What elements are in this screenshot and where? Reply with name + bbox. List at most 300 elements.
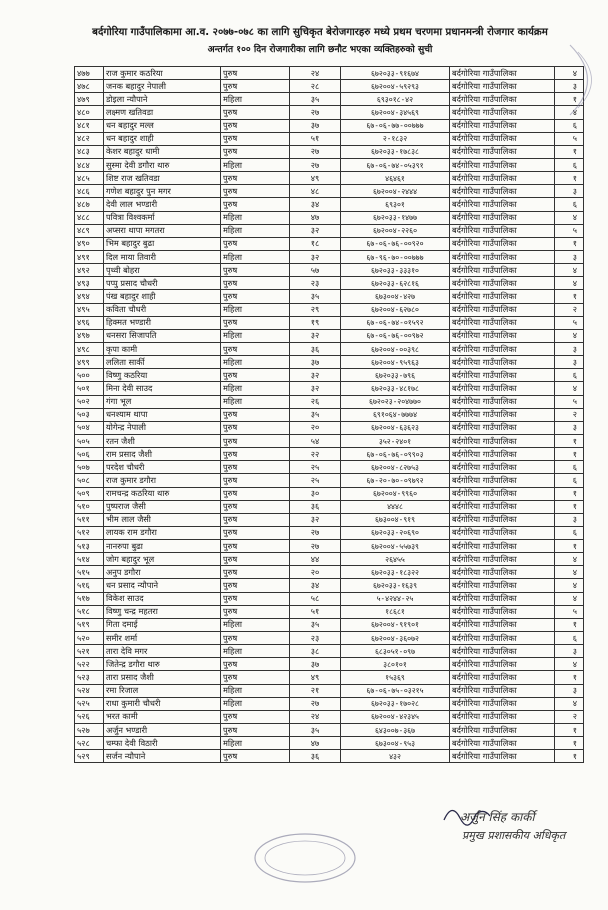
age-cell: ३६ (290, 342, 341, 355)
gender-cell: पुरुष (221, 592, 290, 605)
age-cell: ३६ (290, 750, 341, 763)
gender-cell: महिला (221, 158, 290, 171)
gender-cell: पुरुष (221, 198, 290, 211)
citizenship-no-cell: ६७२०३३-४८१७८ (341, 382, 450, 395)
age-cell: ४४ (290, 553, 341, 566)
serial-cell: ४७९ (75, 93, 104, 106)
table-row (75, 500, 584, 513)
serial-cell: ५१२ (75, 526, 104, 539)
address-cell: बर्दगोरिया गाउँपालिका (450, 434, 555, 447)
citizenship-no-cell: ४४४८ (341, 500, 450, 513)
citizenship-no-cell: ६७२००४-२२६० (341, 224, 450, 237)
table-row (75, 540, 584, 553)
name-cell: राधा कुमारी चौधरी (104, 697, 221, 710)
address-cell: बर्दगोरिया गाउँपालिका (450, 106, 555, 119)
gender-cell: पुरुष (221, 67, 290, 80)
table-row (75, 145, 584, 158)
serial-cell: ४९९ (75, 356, 104, 369)
age-cell: ५१ (290, 132, 341, 145)
name-cell: रमा रिजाल (104, 684, 221, 697)
serial-cell: ५०० (75, 369, 104, 382)
citizenship-no-cell: ६७२०३३-२०६९० (341, 526, 450, 539)
table-row (75, 342, 584, 355)
serial-cell: ५२० (75, 632, 104, 645)
serial-cell: ४९० (75, 237, 104, 250)
citizenship-no-cell: ६७२०३३-६२८१६ (341, 277, 450, 290)
ward-cell: ६ (555, 632, 584, 645)
address-cell: बर्दगोरिया गाउँपालिका (450, 540, 555, 553)
address-cell: बर्दगोरिया गाउँपालिका (450, 513, 555, 526)
serial-cell: ५०४ (75, 421, 104, 434)
age-cell: ३२ (290, 250, 341, 263)
name-cell: सुस्मा देवी डगौरा थारु (104, 158, 221, 171)
address-cell: बर्दगोरिया गाउँपालिका (450, 566, 555, 579)
ward-cell: १ (555, 500, 584, 513)
gender-cell: पुरुष (221, 605, 290, 618)
age-cell: ५७ (290, 264, 341, 277)
citizenship-no-cell: ६७-०६-७४-०५३९१ (341, 158, 450, 171)
age-cell: ४७ (290, 737, 341, 750)
name-cell: तारा प्रसाद जैशी (104, 671, 221, 684)
age-cell: २७ (290, 526, 341, 539)
table-row (75, 237, 584, 250)
table-row (75, 737, 584, 750)
address-cell: बर्दगोरिया गाउँपालिका (450, 132, 555, 145)
name-cell: रतन जैशी (104, 434, 221, 447)
age-cell: १९ (290, 316, 341, 329)
name-cell: अप्सरा थापा मगतरा (104, 224, 221, 237)
ward-cell: १ (555, 724, 584, 737)
ward-cell: १ (555, 290, 584, 303)
ward-cell: ५ (555, 316, 584, 329)
serial-cell: ५०३ (75, 408, 104, 421)
serial-cell: ५११ (75, 513, 104, 526)
age-cell: ३५ (290, 93, 341, 106)
citizenship-no-cell: ६९३०१८-४२ (341, 93, 450, 106)
ward-cell: १ (555, 618, 584, 631)
age-cell: २४ (290, 67, 341, 80)
serial-cell: ५०१ (75, 382, 104, 395)
table-row (75, 526, 584, 539)
serial-cell: ५२६ (75, 710, 104, 723)
name-cell: हिक्मत भण्डारी (104, 316, 221, 329)
serial-cell: ५२७ (75, 724, 104, 737)
citizenship-no-cell: ६७-०६-७६-००९२० (341, 237, 450, 250)
ward-cell: १ (555, 487, 584, 500)
age-cell: ३५ (290, 290, 341, 303)
ward-cell: ३ (555, 513, 584, 526)
table-row (75, 513, 584, 526)
address-cell: बर्दगोरिया गाउँपालिका (450, 369, 555, 382)
table-row (75, 671, 584, 684)
address-cell: बर्दगोरिया गाउँपालिका (450, 395, 555, 408)
name-cell: सर्जन न्यौपाने (104, 750, 221, 763)
gender-cell: महिला (221, 329, 290, 342)
serial-cell: ४८३ (75, 145, 104, 158)
address-cell: बर्दगोरिया गाउँपालिका (450, 750, 555, 763)
address-cell: बर्दगोरिया गाउँपालिका (450, 421, 555, 434)
age-cell: ३२ (290, 369, 341, 382)
gender-cell: पुरुष (221, 369, 290, 382)
gender-cell: पुरुष (221, 172, 290, 185)
name-cell: पंख बहादुर शाही (104, 290, 221, 303)
citizenship-no-cell: ६७२००४-५९२९३ (341, 80, 450, 93)
name-cell: लायक राम डगौरा (104, 526, 221, 539)
citizenship-no-cell: ६७२००४-५५७३९ (341, 540, 450, 553)
table-row (75, 487, 584, 500)
gender-cell: पुरुष (221, 434, 290, 447)
table-row (75, 566, 584, 579)
name-cell: चम्फा देवी विठारी (104, 737, 221, 750)
table-row (75, 684, 584, 697)
citizenship-no-cell: ४३२ (341, 750, 450, 763)
citizenship-no-cell: ६७२००४-६२७८० (341, 303, 450, 316)
serial-cell: ५१३ (75, 540, 104, 553)
age-cell: २० (290, 421, 341, 434)
name-cell: अर्जुन भण्डारी (104, 724, 221, 737)
office-stamp (250, 828, 360, 888)
address-cell: बर्दगोरिया गाउँपालिका (450, 356, 555, 369)
name-cell: पवित्रा विश्वकर्मा (104, 211, 221, 224)
address-cell: बर्दगोरिया गाउँपालिका (450, 303, 555, 316)
gender-cell: महिला (221, 618, 290, 631)
age-cell: २७ (290, 697, 341, 710)
table-row (75, 750, 584, 763)
name-cell: राज कुमार डगौरा (104, 474, 221, 487)
serial-cell: ५२१ (75, 645, 104, 658)
citizenship-no-cell: ६४३००७-३६७ (341, 724, 450, 737)
age-cell: ३५ (290, 618, 341, 631)
name-cell: रामचन्द्र कठरिया थारु (104, 487, 221, 500)
name-cell: केशर बहादुर धामी (104, 145, 221, 158)
gender-cell: पुरुष (221, 421, 290, 434)
address-cell: बर्दगोरिया गाउँपालिका (450, 80, 555, 93)
citizenship-no-cell: ५-४२४४-२५ (341, 592, 450, 605)
address-cell: बर्दगोरिया गाउँपालिका (450, 461, 555, 474)
age-cell: ३० (290, 487, 341, 500)
table-row (75, 290, 584, 303)
ward-cell: १ (555, 145, 584, 158)
age-cell: ३६ (290, 500, 341, 513)
gender-cell: पुरुष (221, 540, 290, 553)
address-cell: बर्दगोरिया गाउँपालिका (450, 724, 555, 737)
name-cell: धन बहादुर शाही (104, 132, 221, 145)
table-row (75, 724, 584, 737)
gender-cell: महिला (221, 356, 290, 369)
gender-cell: महिला (221, 645, 290, 658)
serial-cell: ४८४ (75, 158, 104, 171)
gender-cell: पुरुष (221, 448, 290, 461)
address-cell: बर्दगोरिया गाउँपालिका (450, 277, 555, 290)
serial-cell: ५२४ (75, 684, 104, 697)
gender-cell: पुरुष (221, 474, 290, 487)
citizenship-no-cell: ६७२००४-३६०७२ (341, 632, 450, 645)
ward-cell: ४ (555, 592, 584, 605)
citizenship-no-cell: ६७२०३३-१६३९ (341, 579, 450, 592)
address-cell: बर्दगोरिया गाउँपालिका (450, 553, 555, 566)
gender-cell: महिला (221, 395, 290, 408)
age-cell: २० (290, 566, 341, 579)
gender-cell: पुरुष (221, 513, 290, 526)
address-cell: बर्दगोरिया गाउँपालिका (450, 158, 555, 171)
serial-cell: ५२८ (75, 737, 104, 750)
table-row (75, 369, 584, 382)
address-cell: बर्दगोरिया गाउँपालिका (450, 264, 555, 277)
ward-cell: ३ (555, 342, 584, 355)
ward-cell: ४ (555, 697, 584, 710)
name-cell: ललिता सार्की (104, 356, 221, 369)
address-cell: बर्दगोरिया गाउँपालिका (450, 474, 555, 487)
name-cell: नानरुपा बुढा (104, 540, 221, 553)
table-row (75, 132, 584, 145)
gender-cell: पुरुष (221, 342, 290, 355)
table-row (75, 303, 584, 316)
serial-cell: ५१६ (75, 579, 104, 592)
serial-cell: ४८१ (75, 119, 104, 132)
age-cell: २७ (290, 106, 341, 119)
gender-cell: पुरुष (221, 750, 290, 763)
name-cell: लक्ष्मण खतिवडा (104, 106, 221, 119)
gender-cell: पुरुष (221, 145, 290, 158)
ward-cell: ६ (555, 158, 584, 171)
ward-cell: ४ (555, 67, 584, 80)
address-cell: बर्दगोरिया गाउँपालिका (450, 93, 555, 106)
gender-cell: पुरुष (221, 553, 290, 566)
table-row (75, 592, 584, 605)
citizenship-no-cell: ६८३०५१-०९७ (341, 645, 450, 658)
table-row (75, 264, 584, 277)
table-row (75, 448, 584, 461)
name-cell: धनश्याम थापा (104, 408, 221, 421)
address-cell: बर्दगोरिया गाउँपालिका (450, 224, 555, 237)
ward-cell: ६ (555, 369, 584, 382)
address-cell: बर्दगोरिया गाउँपालिका (450, 684, 555, 697)
table-row (75, 632, 584, 645)
gender-cell: महिला (221, 382, 290, 395)
serial-cell: ४८५ (75, 172, 104, 185)
address-cell: बर्दगोरिया गाउँपालिका (450, 145, 555, 158)
serial-cell: ५१५ (75, 566, 104, 579)
citizenship-no-cell: ६७२००४-८२७५३ (341, 461, 450, 474)
age-cell: ५१ (290, 605, 341, 618)
gender-cell: पुरुष (221, 408, 290, 421)
gender-cell: पुरुष (221, 710, 290, 723)
address-cell: बर्दगोरिया गाउँपालिका (450, 237, 555, 250)
citizenship-no-cell: ६७२०३३-७९६ (341, 369, 450, 382)
table-row (75, 224, 584, 237)
citizenship-no-cell: २-१८३२ (341, 132, 450, 145)
citizenship-no-cell: ४६४६१ (341, 172, 450, 185)
address-cell: बर्दगोरिया गाउँपालिका (450, 592, 555, 605)
age-cell: २५ (290, 474, 341, 487)
address-cell: बर्दगोरिया गाउँपालिका (450, 448, 555, 461)
gender-cell: महिला (221, 737, 290, 750)
document-subtitle: अन्तर्गत १०० दिन रोजगारीका लागि छनौट भएका व्यक्तिहरुको सुची (207, 44, 433, 55)
gender-cell: पुरुष (221, 487, 290, 500)
ward-cell: ४ (555, 264, 584, 277)
citizenship-no-cell: ६७२००४-२४४४ (341, 185, 450, 198)
table-row (75, 618, 584, 631)
serial-cell: ५२९ (75, 750, 104, 763)
table-row (75, 553, 584, 566)
citizenship-no-cell: ६७-०६-७६-००९७२ (341, 329, 450, 342)
table-row (75, 382, 584, 395)
ward-cell: १ (555, 434, 584, 447)
age-cell: २६ (290, 395, 341, 408)
gender-cell: पुरुष (221, 671, 290, 684)
name-cell: डोइला न्यौपाने (104, 93, 221, 106)
age-cell: २७ (290, 145, 341, 158)
address-cell: बर्दगोरिया गाउँपालिका (450, 329, 555, 342)
serial-cell: ४९३ (75, 277, 104, 290)
gender-cell: महिला (221, 250, 290, 263)
age-cell: २५ (290, 461, 341, 474)
age-cell: ३७ (290, 119, 341, 132)
citizenship-no-cell: ६७२०२३-२०४७७० (341, 395, 450, 408)
age-cell: ३५ (290, 408, 341, 421)
table-row (75, 395, 584, 408)
serial-cell: ४९२ (75, 264, 104, 277)
name-cell: धन प्रसाद न्यौपाने (104, 579, 221, 592)
name-cell: गणेश बहादुर पुन मगर (104, 185, 221, 198)
serial-cell: ४८९ (75, 224, 104, 237)
age-cell: ३२ (290, 224, 341, 237)
table-row (75, 645, 584, 658)
gender-cell: महिला (221, 211, 290, 224)
address-cell: बर्दगोरिया गाउँपालिका (450, 526, 555, 539)
ward-cell: ३ (555, 356, 584, 369)
name-cell: शिष्ट राज खतिवडा (104, 172, 221, 185)
gender-cell: पुरुष (221, 80, 290, 93)
ward-cell: १ (555, 448, 584, 461)
age-cell: ५८ (290, 592, 341, 605)
age-cell: १८ (290, 237, 341, 250)
age-cell: ३८ (290, 645, 341, 658)
name-cell: योगेन्द्र नेपाली (104, 421, 221, 434)
citizenship-no-cell: ६७३००४-९१९ (341, 513, 450, 526)
ward-cell: २ (555, 303, 584, 316)
serial-cell: ४८६ (75, 185, 104, 198)
ward-cell: ४ (555, 579, 584, 592)
address-cell: बर्दगोरिया गाउँपालिका (450, 119, 555, 132)
ward-cell: ३ (555, 80, 584, 93)
address-cell: बर्दगोरिया गाउँपालिका (450, 658, 555, 671)
name-cell: भिम बहादुर बुढा (104, 237, 221, 250)
table-row (75, 250, 584, 263)
age-cell: ४९ (290, 172, 341, 185)
name-cell: जितेन्द्र डगौरा थारु (104, 658, 221, 671)
citizenship-no-cell: ६७३००४-४२७ (341, 290, 450, 303)
citizenship-no-cell: १८६८१ (341, 605, 450, 618)
age-cell: २३ (290, 632, 341, 645)
serial-cell: ५१० (75, 500, 104, 513)
table-row (75, 421, 584, 434)
gender-cell: पुरुष (221, 290, 290, 303)
address-cell: बर्दगोरिया गाउँपालिका (450, 211, 555, 224)
citizenship-no-cell: ६९१०६४-७७७४ (341, 408, 450, 421)
table-row (75, 106, 584, 119)
gender-cell: पुरुष (221, 632, 290, 645)
serial-cell: ५०२ (75, 395, 104, 408)
name-cell: गिता दमाई (104, 618, 221, 631)
ward-cell: १ (555, 671, 584, 684)
gender-cell: पुरुष (221, 185, 290, 198)
serial-cell: ४८८ (75, 211, 104, 224)
table-row (75, 93, 584, 106)
ward-cell: ३ (555, 421, 584, 434)
signatory-designation: प्रमुख प्रशासकीय अधिकृत (462, 829, 566, 842)
table-row (75, 158, 584, 171)
citizenship-no-cell: ६७-०६-७७-००७७७ (341, 119, 450, 132)
address-cell: बर्दगोरिया गाउँपालिका (450, 605, 555, 618)
citizenship-no-cell: ६७२०३३-१७०२८ (341, 697, 450, 710)
name-cell: जोग बहादुर भूल (104, 553, 221, 566)
gender-cell: पुरुष (221, 724, 290, 737)
citizenship-no-cell: ६७२०३३-३३३१० (341, 264, 450, 277)
table-row (75, 579, 584, 592)
table-row (75, 329, 584, 342)
address-cell: बर्दगोरिया गाउँपालिका (450, 290, 555, 303)
name-cell: पृथ्वी बोहरा (104, 264, 221, 277)
table-row (75, 80, 584, 93)
serial-cell: ४९७ (75, 329, 104, 342)
ward-cell: ४ (555, 106, 584, 119)
ward-cell: ५ (555, 224, 584, 237)
table-row (75, 474, 584, 487)
citizenship-no-cell: २६४५५ (341, 553, 450, 566)
address-cell: बर्दगोरिया गाउँपालिका (450, 316, 555, 329)
citizenship-no-cell: ६९३०१ (341, 198, 450, 211)
ward-cell: ४ (555, 382, 584, 395)
serial-cell: ५०८ (75, 474, 104, 487)
name-cell: मिना देवी साउद (104, 382, 221, 395)
citizenship-no-cell: ६७२००४-००३९८ (341, 342, 450, 355)
age-cell: ३४ (290, 579, 341, 592)
gender-cell: पुरुष (221, 264, 290, 277)
gender-cell: पुरुष (221, 132, 290, 145)
name-cell: धन बहादुर मल्ल (104, 119, 221, 132)
ward-cell: १ (555, 540, 584, 553)
citizenship-no-cell: ३५२-२४०१ (341, 434, 450, 447)
age-cell: २१ (290, 684, 341, 697)
name-cell: कविता चौधरी (104, 303, 221, 316)
ward-cell: ३ (555, 250, 584, 263)
selection-table (74, 66, 584, 763)
serial-cell: ४७७ (75, 67, 104, 80)
table-row (75, 198, 584, 211)
table-row (75, 697, 584, 710)
address-cell: बर्दगोरिया गाउँपालिका (450, 645, 555, 658)
serial-cell: ५२३ (75, 671, 104, 684)
gender-cell: महिला (221, 684, 290, 697)
age-cell: ३२ (290, 382, 341, 395)
ward-cell: ४ (555, 277, 584, 290)
address-cell: बर्दगोरिया गाउँपालिका (450, 487, 555, 500)
serial-cell: ५०९ (75, 487, 104, 500)
ward-cell: ६ (555, 461, 584, 474)
ward-cell: ४ (555, 658, 584, 671)
address-cell: बर्दगोरिया गाउँपालिका (450, 737, 555, 750)
citizenship-no-cell: ६७२०३३-१४७७ (341, 211, 450, 224)
signatory-name: अर्जुन सिंह कार्की (460, 810, 535, 824)
serial-cell: ५२५ (75, 697, 104, 710)
serial-cell: ५०६ (75, 448, 104, 461)
serial-cell: ४९६ (75, 316, 104, 329)
table-row (75, 185, 584, 198)
gender-cell: पुरुष (221, 658, 290, 671)
address-cell: बर्दगोरिया गाउँपालिका (450, 632, 555, 645)
address-cell: बर्दगोरिया गाउँपालिका (450, 671, 555, 684)
